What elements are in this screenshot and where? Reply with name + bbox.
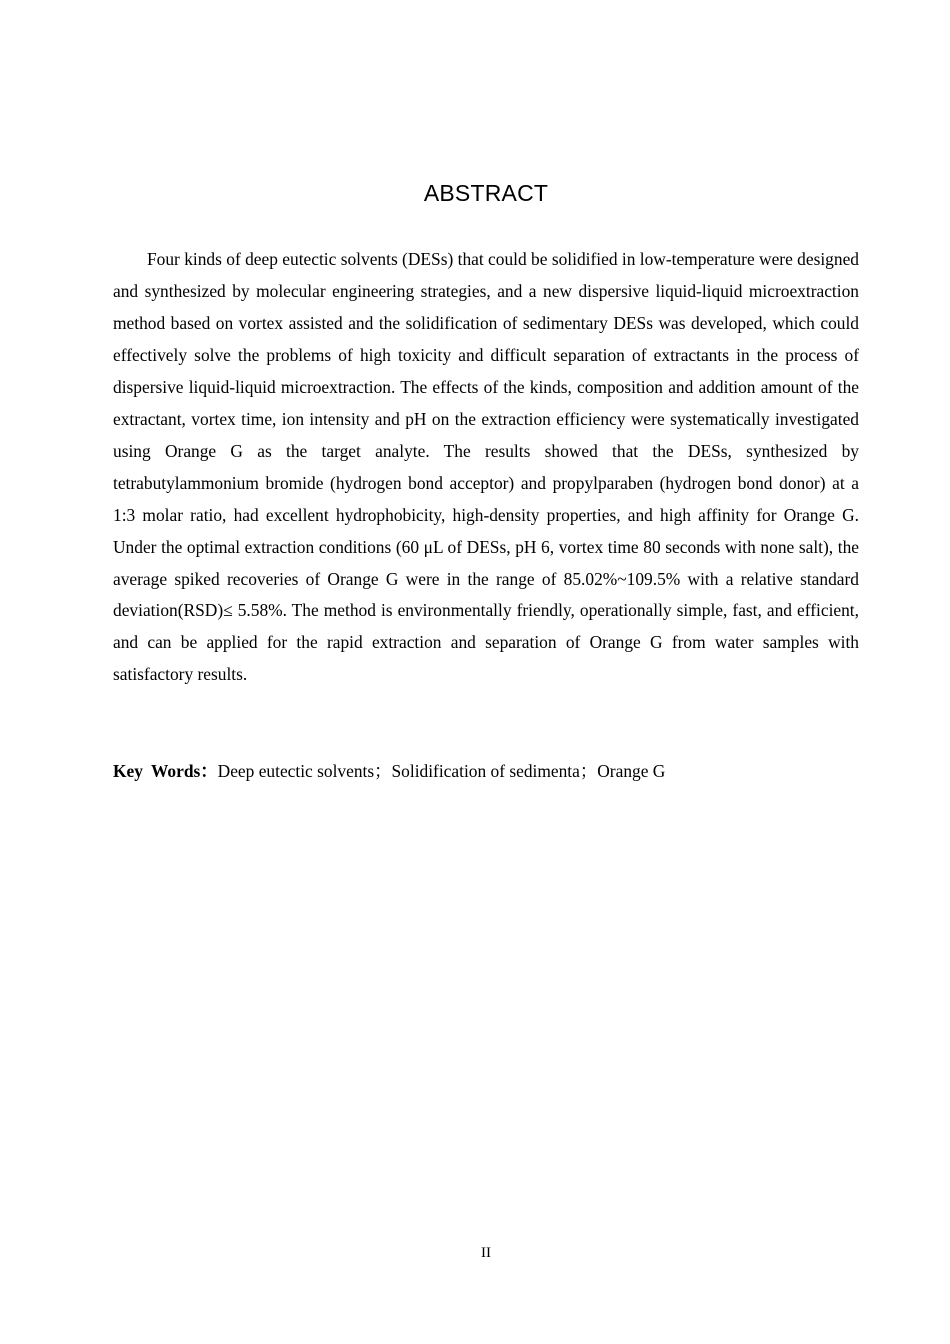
keywords-text: Deep eutectic solvents；Solidification of sedimenta；Orange G <box>217 761 666 781</box>
abstract-title: ABSTRACT <box>423 180 549 206</box>
page-number: II <box>481 1245 491 1261</box>
abstract-paragraph: Four kinds of deep eutectic solvents (DESs) that could be solidified in low-temperature were designed and synthesized by molecular engineering strategies, and a new dispersive liquid-liquid microextraction method based on vortex assisted and the solidification of sedimentary DESs was developed, which could effectively solve the problems of high toxicity and difficult separation of extractants in the process of dispersive liquid-liquid microextraction. The effects of the kinds, composition and addition amount of the extractant, vortex time, ion intensity and pH on the extraction efficiency were systematically investigated using Orange G as the target analyte. The results showed that the DESs, synthesized by tetrabutylammonium bromide (hydrogen bond acceptor) and propylparaben (hydrogen bond donor) at a 1:3 molar ratio, had excellent hydrophobicity, high-density properties, and high affinity for Orange G. Under the optimal extraction conditions (60 μL of DESs, pH 6, vortex time 80 seconds with none salt), the average spiked recoveries of Orange G were in the range of 85.02%~109.5% with a relative standard deviation(RSD)≤ 5.58%. The method is environmentally friendly, operationally simple, fast, and efficient, and can be applied for the rapid extraction and separation of Orange G from water samples with satisfactory results. <box>113 249 859 685</box>
keywords-label: Key Words： <box>113 761 218 781</box>
keywords-line <box>113 755 859 787</box>
